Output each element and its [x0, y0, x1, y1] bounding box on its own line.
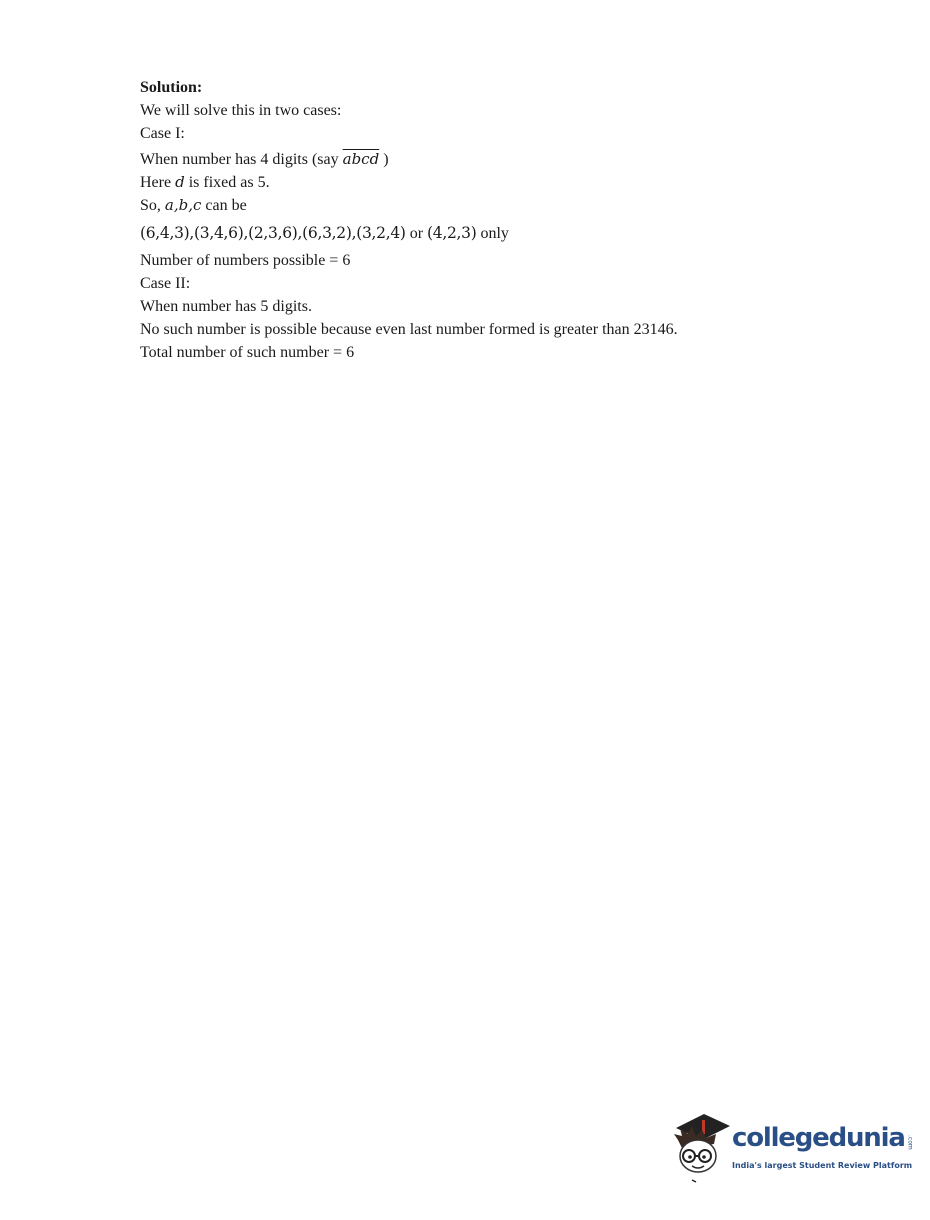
solution-content — [140, 76, 880, 364]
total-line: Total number of such number = 6 — [140, 344, 355, 361]
d-variable: d — [175, 173, 185, 191]
brand-name: collegedunia .com — [732, 1123, 914, 1153]
brand-tagline: India's largest Student Review Platform — [732, 1161, 913, 1170]
case2-title: Case II: — [140, 275, 191, 292]
case2-line1: When number has 5 digits. — [140, 298, 312, 315]
solution-heading: Solution: — [140, 79, 203, 96]
tuples-line: (6,4,3),(3,4,6),(2,3,6),(6,3,2),(3,2,4) or (4,2,3) only — [140, 224, 509, 242]
student-mascot-icon — [672, 1112, 732, 1184]
case1-line2: Here d is fixed as 5. — [140, 173, 270, 191]
case1-line1: When number has 4 digits (say abcd ) — [140, 150, 389, 168]
tuple-last: (4,2,3) — [427, 224, 477, 242]
abcd-variable: abcd — [342, 150, 380, 168]
abc-variables: a,b,c — [164, 196, 202, 214]
intro-text: We will solve this in two cases: — [140, 102, 342, 119]
collegedunia-logo — [672, 1112, 914, 1187]
case1-line3: So, a,b,c can be — [140, 196, 247, 214]
brand-suffix: .com — [906, 1135, 914, 1150]
case1-count: Number of numbers possible = 6 — [140, 252, 351, 269]
case2-line2: No such number is possible because even last number formed is greater than 23146. — [140, 321, 678, 338]
tuples-list: (6,4,3),(3,4,6),(2,3,6),(6,3,2),(3,2,4) — [140, 224, 406, 242]
case1-title: Case I: — [140, 125, 185, 142]
